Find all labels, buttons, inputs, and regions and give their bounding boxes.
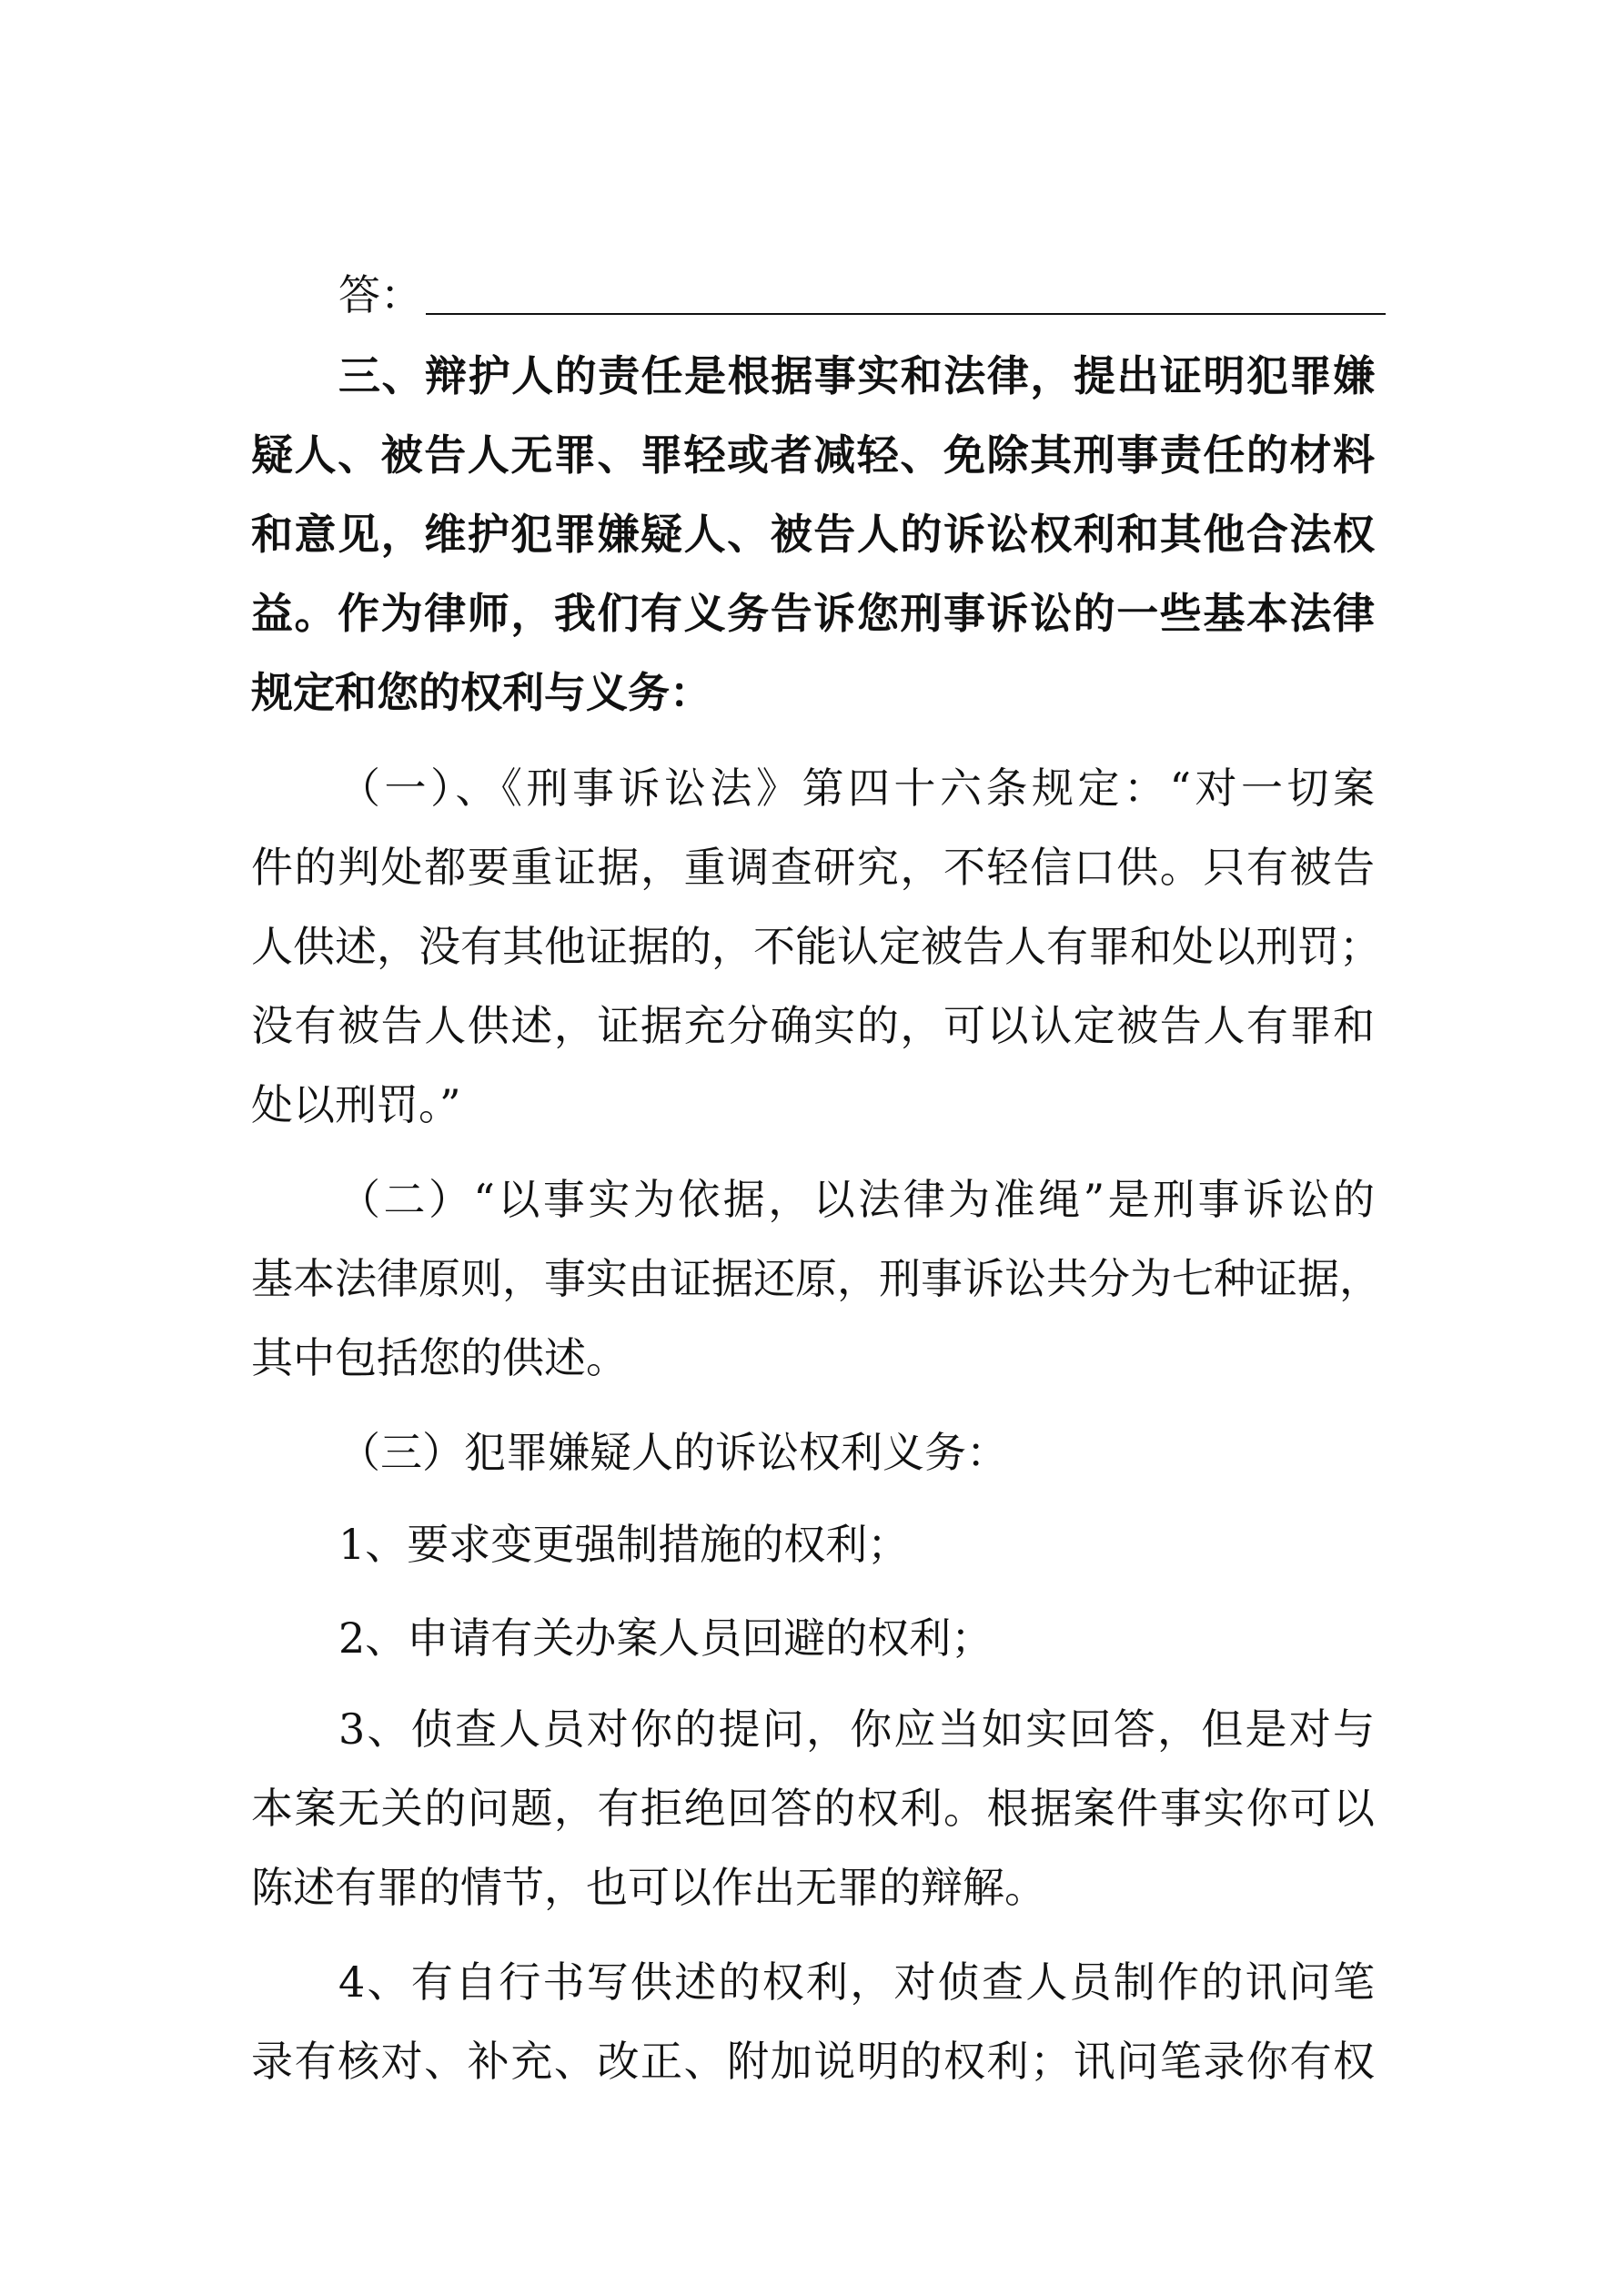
section3-line-1: 三、辩护人的责任是根据事实和法律，提出证明犯罪嫌 [338,351,1375,400]
item2-line-2: 基本法律原则，事实由证据还原，刑事诉讼共分为七种证据， [251,1254,1381,1303]
item1-line-4: 没有被告人供述，证据充分确实的，可以认定被告人有罪和 [251,1001,1375,1050]
section3-line-5: 规定和您的权利与义务： [251,668,711,717]
answer-blank-line [426,313,1386,315]
section3-line-3: 和意见，维护犯罪嫌疑人、被告人的诉讼权利和其他合法权 [251,510,1375,559]
item1-line-1: （一）、《刑事诉讼法》第四十六条规定：“对一切案 [338,764,1375,813]
section3-line-2: 疑人、被告人无罪、罪轻或者减轻、免除其刑事责任的材料 [251,430,1375,480]
item3-point-3-line-2: 本案无关的问题，有拒绝回答的权利。根据案件事实你可以 [251,1784,1375,1833]
item3-point-4-line-1: 4、有自行书写供述的权利，对侦查人员制作的讯问笔 [338,1957,1375,2007]
item2-line-3: 其中包括您的供述。 [251,1333,628,1382]
item3-point-4-line-2: 录有核对、补充、改正、附加说明的权利；讯问笔录你有权 [251,2037,1375,2086]
item3-point-3-line-1: 3、侦查人员对你的提问，你应当如实回答，但是对与 [338,1704,1375,1754]
item1-line-2: 件的判处都要重证据，重调查研究，不轻信口供。只有被告 [251,843,1375,892]
section3-line-4: 益。作为律师，我们有义务告诉您刑事诉讼的一些基本法律 [251,589,1375,638]
item2-line-1: （二）“以事实为依据，以法律为准绳”是刑事诉讼的 [338,1175,1375,1224]
item1-line-3: 人供述，没有其他证据的，不能认定被告人有罪和处以刑罚； [251,922,1381,971]
item1-line-5: 处以刑罚。” [251,1080,461,1129]
item3-heading: （三）犯罪嫌疑人的诉讼权利义务： [338,1428,1008,1477]
answer-label: 答： [338,270,422,319]
item3-point-1: 1、要求变更强制措施的权利； [338,1520,910,1569]
item3-point-2: 2、申请有关办案人员回避的权利； [338,1613,994,1663]
item3-point-3-line-3: 陈述有罪的情节，也可以作出无罪的辩解。 [251,1863,1046,1912]
